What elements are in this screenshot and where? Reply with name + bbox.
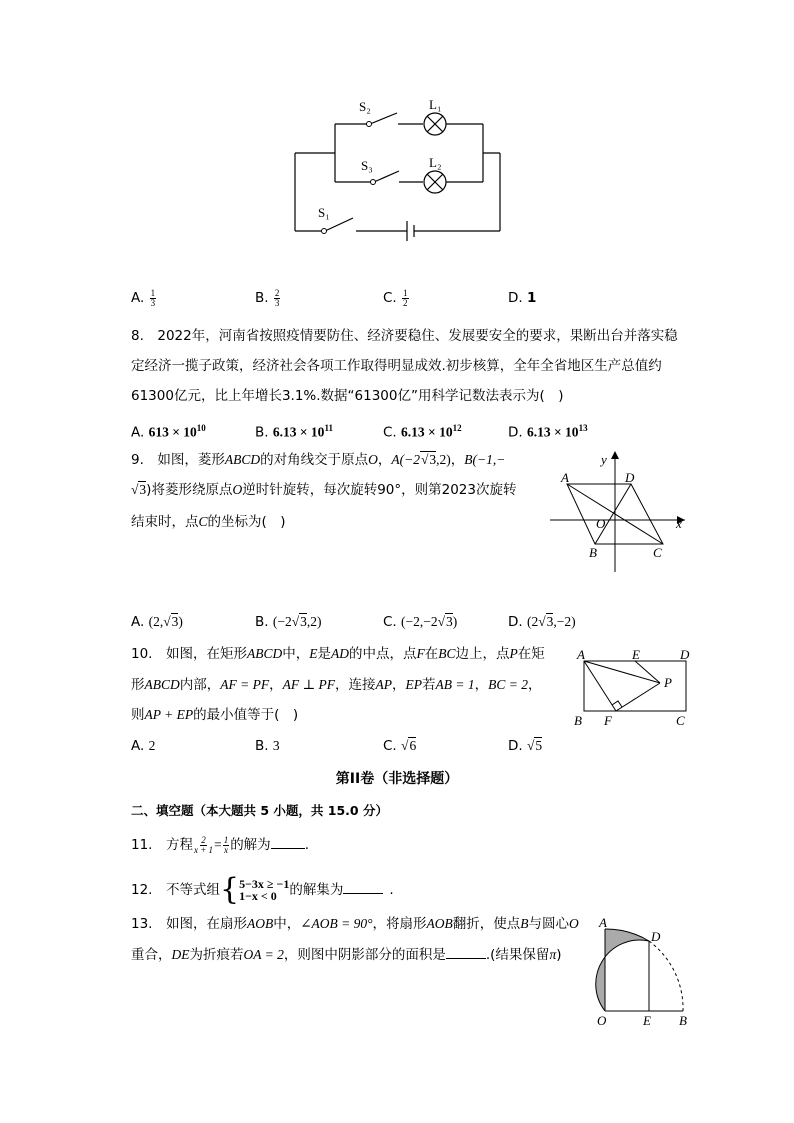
- svg-text:A: A: [577, 647, 585, 662]
- section-title: 第II卷（非选择题）: [335, 771, 459, 787]
- q8-line-2: 定经济一揽子政策，经济社会各项工作取得明显成效.初步核算，全年全省地区生产总值约: [131, 358, 662, 374]
- q7-option-d[interactable]: D. 1: [508, 290, 537, 306]
- q8-option-d[interactable]: D. $6.13 \times 10^{13}$: [508, 423, 588, 441]
- svg-text:F: F: [604, 713, 612, 728]
- label-l1: L₁: [429, 97, 442, 112]
- q10-line-2: 形ABCD内部，AF = PF，AF ⊥ PF，连接AP，EP若AB = 1，BC = 2，: [131, 677, 542, 693]
- svg-text:B: B: [574, 713, 582, 728]
- svg-text:D: D: [651, 929, 661, 944]
- label-s3: S₃: [361, 158, 373, 173]
- svg-text:E: E: [643, 1013, 651, 1028]
- q10-option-b[interactable]: B. 3: [255, 738, 280, 754]
- q9-option-b[interactable]: B. (−2√3,2): [255, 614, 322, 630]
- svg-text:A: A: [561, 470, 569, 485]
- q12: 12. 不等式组 { 5−3x ≥ −1 1−x < 0 的解集为 .: [131, 872, 394, 907]
- answer-blank[interactable]: [446, 944, 486, 959]
- svg-text:A: A: [599, 915, 607, 930]
- svg-text:B: B: [589, 545, 597, 560]
- fraction: $\frac{2}{3}$: [274, 287, 280, 308]
- q11: 11. 方程 $\frac{2}{x + 1}$ = $\frac{1}{x}$ 的解为 .: [131, 834, 309, 855]
- svg-text:C: C: [653, 545, 662, 560]
- circuit-diagram: [285, 95, 510, 245]
- fraction: $\frac{1}{2}$: [403, 287, 408, 308]
- q10-line-3: 则AP + EP的最小值等于( ): [131, 707, 299, 723]
- q8-option-b[interactable]: B. $6.13 \times 10^{11}$: [255, 423, 333, 441]
- q7-option-c[interactable]: C. $\frac{1}{2}$: [383, 287, 408, 308]
- part2-heading: 二、填空题（本大题共 5 小题，共 15.0 分）: [131, 803, 388, 818]
- q9-option-d[interactable]: D. (2√3,−2): [508, 614, 576, 630]
- svg-text:P: P: [664, 675, 672, 690]
- svg-text:E: E: [632, 647, 640, 662]
- svg-text:O: O: [597, 1013, 607, 1028]
- q9-line-3: 结束时，点C的坐标为( ): [131, 514, 286, 530]
- label-s2: S₂: [359, 99, 371, 114]
- q8-option-a[interactable]: A. $613 \times 10^{10}$: [131, 423, 206, 441]
- svg-text:D: D: [680, 647, 690, 662]
- rectangle-figure: [572, 645, 694, 729]
- svg-text:C: C: [676, 713, 685, 728]
- svg-text:D: D: [625, 470, 635, 485]
- answer-blank[interactable]: [271, 834, 305, 849]
- label-l2: L₂: [429, 155, 442, 170]
- q8-line-3: 61300亿元，比上年增长3.1%.数据“61300亿”用科学记数法表示为( ): [131, 388, 564, 404]
- q9-line-2: √3)将菱形绕原点O逆时针旋转，每次旋转90°，则第2023次旋转: [131, 482, 517, 498]
- q9-option-a[interactable]: A. (2,√3): [131, 614, 183, 630]
- q7-option-a[interactable]: A. $\frac{1}{3}$: [131, 287, 156, 308]
- svg-text:B: B: [679, 1013, 687, 1028]
- q13-line-2: 重合，DE为折痕若OA = 2，则图中阴影部分的面积是 .(结果保留π): [131, 944, 561, 965]
- q10-option-c[interactable]: C. √6: [383, 738, 417, 754]
- q13-line-1: 13. 如图，在扇形AOB中，∠AOB = 90°，将扇形AOB翻折，使点B与圆心O: [131, 916, 579, 932]
- q10-option-a[interactable]: A. 2: [131, 738, 156, 754]
- q9-line-1: 9. 如图，菱形ABCD的对角线交于原点O，A(−2√3,2)，B(−1,−: [131, 452, 506, 468]
- q10-option-d[interactable]: D. √5: [508, 738, 543, 754]
- svg-text:x: x: [676, 516, 682, 531]
- sector-figure: [595, 915, 695, 1030]
- label-s1: S₁: [318, 205, 330, 220]
- q10-line-1: 10. 如图，在矩形ABCD中，E是AD的中点，点F在BC边上，点P在矩: [131, 646, 545, 662]
- svg-text:O: O: [596, 516, 606, 531]
- q7-option-b[interactable]: B. $\frac{2}{3}$: [255, 287, 280, 308]
- fraction: $\frac{1}{3}$: [150, 287, 156, 308]
- q8-line-1: 8. 2022年，河南省按照疫情要防住、经济要稳住、发展要安全的要求，果断出台并落实稳: [131, 328, 678, 344]
- rhombus-figure: [545, 450, 690, 575]
- q8-option-c[interactable]: C. $6.13 \times 10^{12}$: [383, 423, 462, 441]
- svg-text:y: y: [601, 452, 607, 467]
- answer-blank[interactable]: [343, 879, 383, 894]
- q9-option-c[interactable]: C. (−2,−2√3): [383, 614, 458, 630]
